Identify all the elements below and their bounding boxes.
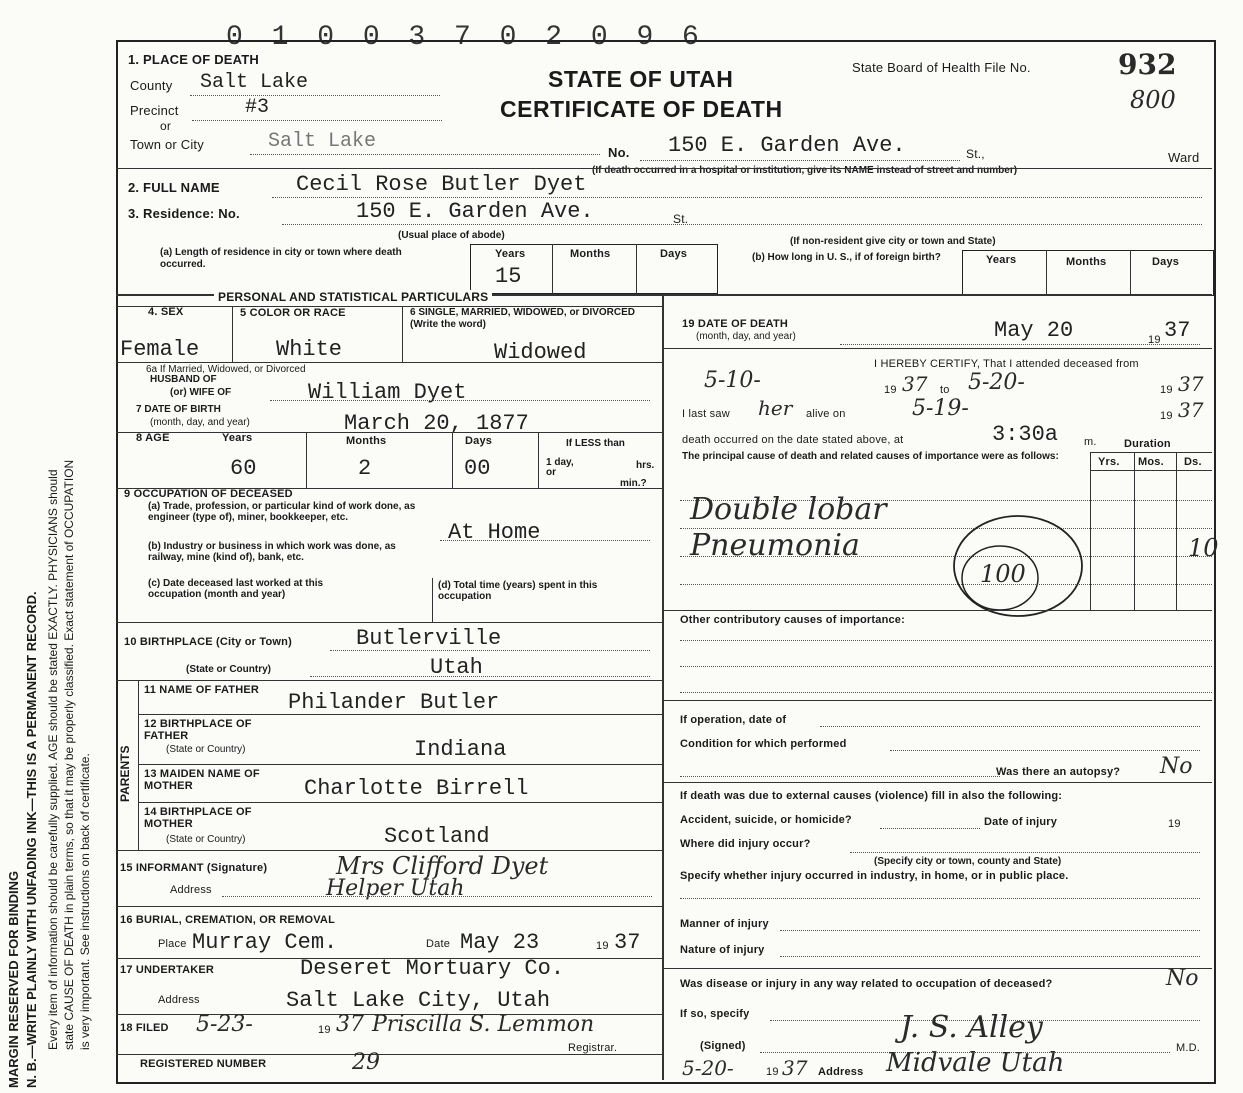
age-years-label: Years <box>222 432 253 444</box>
mother-value: Charlotte Birrell <box>304 776 529 801</box>
divider <box>432 578 433 622</box>
certificate-title: CERTIFICATE OF DEATH <box>500 96 783 122</box>
if-so-specify-label: If so, specify <box>680 1008 750 1020</box>
mother-birthplace-value: Scotland <box>384 824 490 849</box>
margin-instruction-2: state CAUSE OF DEATH in plain terms, so that it may be properly classified. Exact statement of OCCUPATION <box>62 459 76 1050</box>
res-days-label: Days <box>660 248 688 260</box>
date-of-death-value: May 20 <box>994 318 1074 343</box>
physician-address: Midvale Utah <box>886 1048 1065 1078</box>
injury-year-prefix: 19 <box>1168 818 1181 830</box>
registrar-signature: Priscilla S. Lemmon <box>372 1012 595 1037</box>
accident-label: Accident, suicide, or homicide? <box>680 814 852 826</box>
informant-label: 15 INFORMANT (Signature) <box>120 862 268 874</box>
death-occurred-label: death occurred on the date stated above, at <box>682 434 904 446</box>
color-value: White <box>276 337 343 362</box>
margin-instruction-3: is very important. See instructions on back of certificate. <box>78 753 92 1050</box>
ward-label: Ward <box>1168 150 1200 165</box>
street-address-value: 150 E. Garden Ave. <box>668 133 906 158</box>
to-year: 37 <box>1178 372 1204 396</box>
margin-instruction-1: Every item of information should be carefully supplied. AGE should be stated EXACTLY. PHYSICIANS should <box>46 469 60 1050</box>
autopsy-label: Was there an autopsy? <box>996 766 1121 778</box>
signed-date: 5-20- <box>682 1056 734 1080</box>
birthplace-city-line <box>330 650 650 651</box>
informant-signature: Mrs Clifford Dyet <box>336 852 549 880</box>
nonresident-note: (If non-resident give city or town and State) <box>790 236 996 247</box>
divider <box>116 362 662 363</box>
attended-from: 5-10- <box>704 368 761 393</box>
duration-mos-label: Mos. <box>1138 456 1164 468</box>
divider <box>662 968 1212 969</box>
divider <box>306 432 307 488</box>
last-saw-label: I last saw <box>682 408 730 420</box>
signed-year: 37 <box>782 1056 808 1080</box>
length-of-residence-label: (a) Length of residence in city or town where death occurred. <box>160 247 402 270</box>
res-years-label: Years <box>495 248 526 260</box>
full-name-value: Cecil Rose Butler Dyet <box>296 172 587 197</box>
divider <box>636 244 637 294</box>
physician-address-label: Address <box>818 1066 864 1078</box>
date-of-death-year: 37 <box>1164 318 1191 343</box>
death-time: 3:30a <box>992 422 1059 447</box>
burial-date: May 23 <box>460 930 540 955</box>
burial-year-prefix: 19 <box>596 940 609 952</box>
town-value: Salt Lake <box>268 130 377 153</box>
divider <box>138 714 662 715</box>
date-of-injury-label: Date of injury <box>984 816 1058 828</box>
registered-number-label: REGISTERED NUMBER <box>140 1058 267 1070</box>
file-number-secondary: 800 <box>1130 86 1176 114</box>
divider <box>1130 250 1131 296</box>
cause-1: Double lobar <box>690 492 887 527</box>
occupation-value: At Home <box>448 520 541 545</box>
occupation-b-label: (b) Industry or business in which work was done, as railway, mine (kind of), bank, etc. <box>148 541 396 563</box>
divider <box>538 432 539 488</box>
age-label: 8 AGE <box>136 432 170 444</box>
divider <box>662 700 1212 701</box>
burial-place: Murray Cem. <box>192 930 338 955</box>
signed-label: (Signed) <box>700 1040 746 1052</box>
burial-date-label: Date <box>426 938 451 950</box>
alive-on-label: alive on <box>806 408 846 420</box>
sex-label: 4. SEX <box>148 306 184 318</box>
autopsy-value: No <box>1160 754 1193 779</box>
burial-place-label: Place <box>158 938 187 950</box>
divider <box>452 432 453 488</box>
spouse-label-1: 6a If Married, Widowed, or Divorced <box>146 364 306 375</box>
place-of-death-heading: 1. PLACE OF DEATH <box>128 52 260 67</box>
divider <box>138 764 662 765</box>
m-label: m. <box>1084 436 1097 448</box>
us-months-label: Months <box>1066 256 1107 268</box>
divider <box>138 802 662 803</box>
cause-line <box>680 584 1212 585</box>
divider <box>138 680 139 850</box>
mother-birthplace-label: 14 BIRTHPLACE OF MOTHER <box>144 806 252 830</box>
other-cause-line <box>680 666 1212 667</box>
age-months-value: 2 <box>358 456 372 481</box>
res-years-value: 15 <box>495 264 522 289</box>
informant-address-line <box>222 896 652 897</box>
undertaker-name: Deseret Mortuary Co. <box>300 956 565 981</box>
one-day-label: 1 day, <box>546 457 574 468</box>
residence-value: 150 E. Garden Ave. <box>356 199 594 224</box>
residence-label: 3. Residence: No. <box>128 206 240 221</box>
burial-label: 16 BURIAL, CREMATION, OR REMOVAL <box>120 914 335 926</box>
file-number-label: State Board of Health File No. <box>852 60 1031 75</box>
filed-year: 37 <box>336 1012 364 1037</box>
spouse-label-2: HUSBAND OF <box>150 374 217 385</box>
last-saw-year: 37 <box>1178 398 1204 422</box>
town-label: Town or City <box>130 137 204 152</box>
father-label: 11 NAME OF FATHER <box>144 684 260 696</box>
operation-date-label: If operation, date of <box>680 714 787 726</box>
divider <box>1176 452 1177 610</box>
or-min-label: or <box>546 467 556 478</box>
last-saw-year-prefix: 19 <box>1160 410 1173 422</box>
occupation-a-label: (a) Trade, profession, or particular kind of work done, as engineer (type of), miner, bookkeeper, etc. <box>148 501 416 523</box>
undertaker-address-label: Address <box>158 994 200 1006</box>
md-label: M.D. <box>1176 1042 1201 1054</box>
filed-date: 5-23- <box>196 1012 253 1037</box>
other-cause-line <box>680 692 1212 693</box>
birthplace-state: Utah <box>430 655 483 680</box>
dob-sub: (month, day, and year) <box>150 417 250 428</box>
divider <box>1090 452 1212 453</box>
st-label: St., <box>966 147 985 161</box>
burial-year: 37 <box>614 930 641 955</box>
divider <box>662 782 1212 783</box>
margin-binding-note: MARGIN RESERVED FOR BINDING <box>6 870 21 1088</box>
attended-to: 5-20- <box>968 370 1025 395</box>
margin-permanent-record-note: N. B.—WRITE PLAINLY WITH UNFADING INK—THIS IS A PERMANENT RECORD. <box>24 591 39 1088</box>
divider <box>662 348 1212 349</box>
filed-year-prefix: 19 <box>318 1024 331 1036</box>
occupation-d-label: (d) Total time (years) spent in this occupation <box>438 580 598 602</box>
age-days-value: 00 <box>464 456 491 481</box>
document-serial-number: 0 1 0 0 3 7 0 2 0 9 6 <box>226 22 705 53</box>
informant-address: Helper Utah <box>326 876 465 901</box>
from-year: 37 <box>902 372 928 396</box>
signed-year-prefix: 19 <box>766 1066 779 1078</box>
res-months-label: Months <box>570 248 611 260</box>
occupation-related-value: No <box>1166 966 1199 991</box>
age-days-label: Days <box>465 435 493 447</box>
precinct-line <box>192 120 442 121</box>
dob-value: March 20, 1877 <box>344 411 529 436</box>
hrs-label: hrs. <box>636 460 655 471</box>
informant-address-label: Address <box>170 884 212 896</box>
duration-ds-label: Ds. <box>1184 456 1202 468</box>
divider <box>116 680 662 681</box>
full-name-line <box>272 197 1202 198</box>
full-name-label: 2. FULL NAME <box>128 180 220 195</box>
nature-label: Nature of injury <box>680 944 765 956</box>
father-birthplace-value: Indiana <box>414 737 507 762</box>
physician-signature: J. S. Alley <box>900 1010 1043 1045</box>
county-label: County <box>130 78 173 93</box>
principal-cause-label: The principal cause of death and related causes of importance were as follows: <box>682 451 1059 462</box>
occupation-heading: 9 OCCUPATION OF DECEASED <box>124 488 293 500</box>
dod-line <box>840 344 1200 345</box>
mother-birthplace-sub: (State or Country) <box>166 834 246 845</box>
other-causes-label: Other contributory causes of importance: <box>680 614 905 626</box>
street-line <box>640 160 960 161</box>
spouse-label-3: (or) WIFE OF <box>170 387 232 398</box>
last-saw-pronoun: her <box>758 396 793 420</box>
divider <box>662 610 1212 611</box>
divider <box>402 306 403 362</box>
precinct-value: #3 <box>245 96 270 119</box>
county-value: Salt Lake <box>200 71 309 94</box>
personal-heading: PERSONAL AND STATISTICAL PARTICULARS <box>214 290 492 304</box>
condition-line-2 <box>680 776 1000 777</box>
where-line <box>850 852 1200 853</box>
birthplace-label: 10 BIRTHPLACE (City or Town) <box>124 636 292 648</box>
registered-number: 29 <box>352 1050 380 1075</box>
where-note: (Specify city or town, county and State) <box>874 856 1062 867</box>
specify-injury-label: Specify whether injury occurred in industry, in home, or in public place. <box>680 870 1069 882</box>
or-label: or <box>160 119 172 133</box>
divider <box>116 906 662 907</box>
dob-label: 7 DATE OF BIRTH <box>136 404 221 415</box>
min-label: min.? <box>620 478 647 489</box>
usual-abode-note: (Usual place of abode) <box>398 230 505 241</box>
birthplace-state-line <box>310 676 650 677</box>
manner-line <box>780 930 1200 931</box>
occupation-related-label: Was disease or injury in any way related to occupation of deceased? <box>680 978 1053 990</box>
undertaker-label: 17 UNDERTAKER <box>120 964 215 976</box>
divider <box>116 168 1212 169</box>
certify-text: I HEREBY CERTIFY, That I attended deceased from <box>874 358 1139 370</box>
divider <box>552 244 553 294</box>
occupation-line <box>440 540 650 541</box>
residence-st-label: St. <box>673 212 689 226</box>
duration-label: Duration <box>1124 438 1171 450</box>
cause-code: 100 <box>980 560 1026 588</box>
divider <box>116 1054 662 1055</box>
divider <box>1090 470 1212 471</box>
father-value: Philander Butler <box>288 690 500 715</box>
nature-line <box>780 956 1200 957</box>
father-birthplace-sub: (State or Country) <box>166 744 246 755</box>
county-line <box>190 95 440 96</box>
precinct-label: Precinct <box>130 103 179 118</box>
specify-line <box>680 898 1200 899</box>
residence-line <box>282 224 1202 225</box>
divider <box>232 306 233 362</box>
marital-value: Widowed <box>494 340 587 365</box>
color-label: 5 COLOR OR RACE <box>240 307 346 319</box>
town-line <box>250 154 600 155</box>
spouse-line <box>270 400 650 401</box>
mother-label: 13 MAIDEN NAME OF MOTHER <box>144 768 260 792</box>
date-of-death-label: 19 DATE OF DEATH <box>682 318 789 330</box>
last-saw-date: 5-19- <box>912 396 969 421</box>
file-number: 932 <box>1118 48 1177 81</box>
other-cause-line <box>680 640 1212 641</box>
undertaker-address: Salt Lake City, Utah <box>286 988 551 1013</box>
divider <box>1046 250 1047 296</box>
parents-side-label: PARENTS <box>118 745 132 802</box>
from-year-prefix: 19 <box>884 384 897 396</box>
hospital-note: (If death occurred in a hospital or institution, give its NAME instead of street and number) <box>592 165 1018 176</box>
duration-yrs-label: Yrs. <box>1098 456 1120 468</box>
us-years-label: Years <box>986 254 1017 266</box>
dod-year-prefix: 19 <box>1148 334 1161 346</box>
us-days-label: Days <box>1152 256 1180 268</box>
registrar-label: Registrar. <box>568 1042 618 1054</box>
divider <box>116 432 662 433</box>
age-months-label: Months <box>346 435 387 447</box>
age-years-value: 60 <box>230 456 257 481</box>
to-label: to <box>940 384 950 396</box>
to-year-prefix: 19 <box>1160 384 1173 396</box>
occupation-c-label: (c) Date deceased last worked at this occupation (month and year) <box>148 578 324 600</box>
street-no-label: No. <box>608 145 630 160</box>
cause-duration-days: 10 <box>1188 534 1219 562</box>
divider <box>1090 452 1091 610</box>
where-injury-label: Where did injury occur? <box>680 838 811 850</box>
birthplace-state-label: (State or Country) <box>186 664 271 675</box>
father-birthplace-label: 12 BIRTHPLACE OF FATHER <box>144 718 252 742</box>
divider <box>116 850 662 851</box>
marital-label: 6 SINGLE, MARRIED, WIDOWED, or DIVORCED (Write the word) <box>410 307 636 330</box>
manner-label: Manner of injury <box>680 918 769 930</box>
column-divider <box>662 294 664 1080</box>
divider <box>116 622 662 623</box>
sex-value: Female <box>120 337 200 362</box>
filed-label: 18 FILED <box>120 1022 169 1034</box>
accident-line <box>880 828 980 829</box>
spouse-value: William Dyet <box>308 380 467 405</box>
less-than-label: If LESS than <box>566 438 625 449</box>
cause-2: Pneumonia <box>690 528 860 563</box>
condition-label: Condition for which performed <box>680 738 847 750</box>
operation-line <box>820 726 1200 727</box>
state-title: STATE OF UTAH <box>548 66 734 92</box>
how-long-in-us-label: (b) How long in U. S., if of foreign birth? <box>752 252 941 263</box>
divider <box>1134 452 1135 610</box>
date-of-death-sub: (month, day, and year) <box>696 331 796 342</box>
birthplace-city: Butlerville <box>356 626 502 651</box>
condition-line <box>890 750 1200 751</box>
external-causes-label: If death was due to external causes (violence) fill in also the following: <box>680 790 1063 802</box>
